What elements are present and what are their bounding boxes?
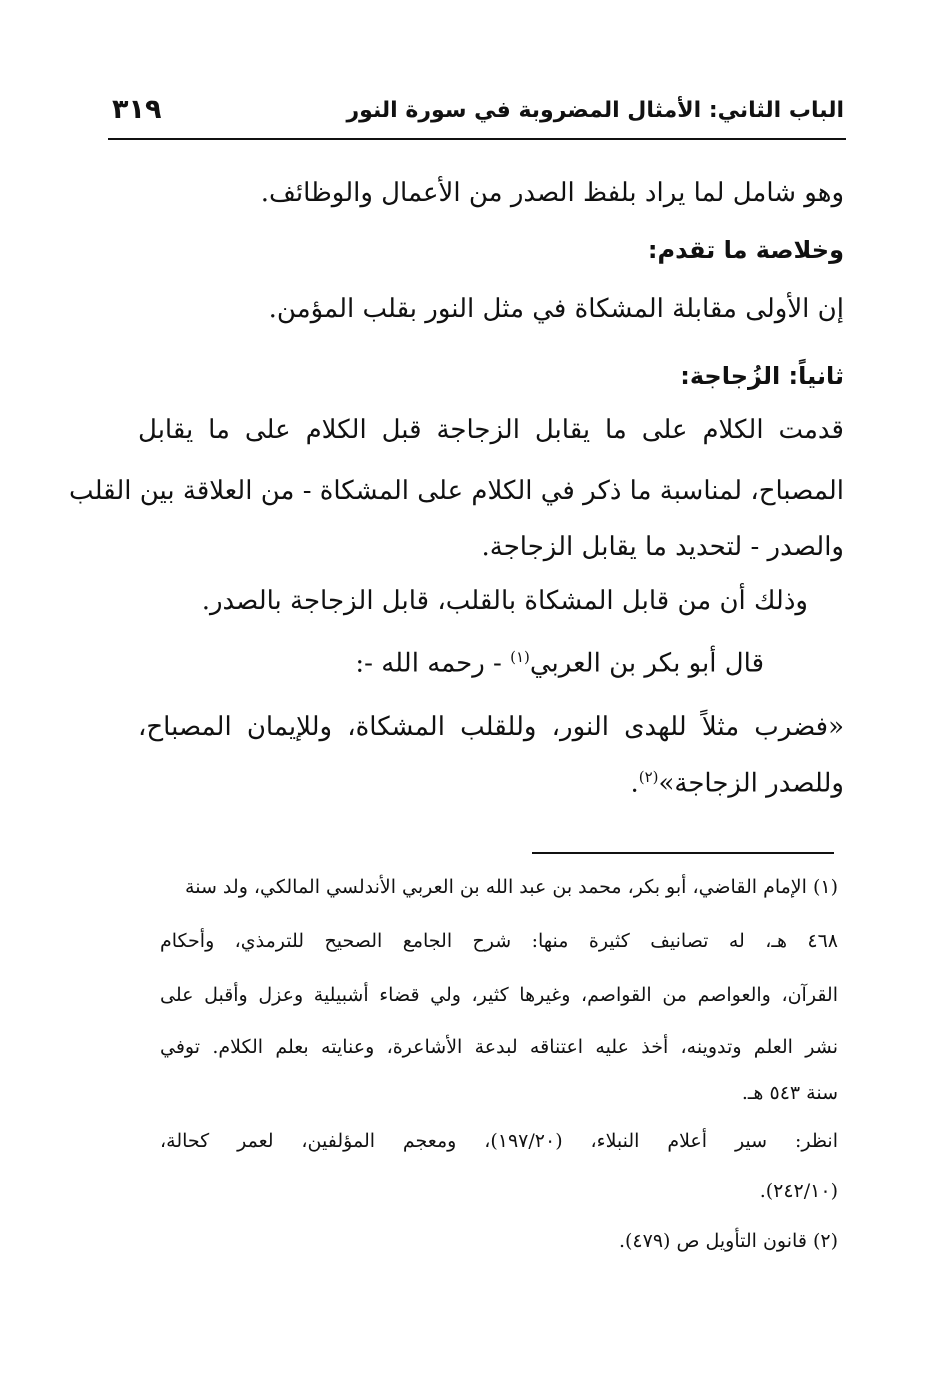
section-heading: وخلاصة ما تقدم: xyxy=(647,236,844,264)
footnote-line: نشر العلم وتدوينه، أخذ عليه اعتناقه لبدعة الأشاعرة، وعنايته بعلم الكلام. توفي xyxy=(160,1036,838,1058)
body-line: قدمت الكلام على ما يقابل الزجاجة قبل الكلام على ما يقابل xyxy=(138,415,844,445)
quote-text: وللصدر الزجاجة» xyxy=(658,768,844,799)
footnote-line: انظر: سير أعلام النبلاء، (١٩٧/٢٠)، ومعجم المؤلفين، لعمر كحالة، xyxy=(160,1130,839,1152)
footnote-ref[interactable]: (٢) xyxy=(638,768,659,786)
footnote-line: (١) الإمام القاضي، أبو بكر، محمد بن عبد الله بن العربي الأندلسي المالكي، ولد سنة xyxy=(185,876,838,898)
footnote-line: (٢) قانون التأويل ص (٤٧٩). xyxy=(618,1230,838,1252)
section-heading: ثانياً: الزُجاجة: xyxy=(680,362,844,390)
chapter-title: الباب الثاني: الأمثال المضروبة في سورة النور xyxy=(346,98,844,123)
body-line: وهو شامل لما يراد بلفظ الصدر من الأعمال والوظائف. xyxy=(260,178,844,208)
footnote-separator xyxy=(532,852,834,854)
body-line: والصدر - لتحديد ما يقابل الزجاجة. xyxy=(481,532,844,562)
footnote-line: القرآن، والعواصم من القواصم، وغيرها كثير، ولي قضاء أشبيلية وعزل وأقبل على xyxy=(160,984,838,1006)
footnote-line: (٢٤٢/١٠). xyxy=(759,1180,838,1202)
body-line: المصباح، لمناسبة ما ذكر في الكلام على المشكاة - من العلاقة بين القلب xyxy=(69,476,844,506)
page-number: ٣١٩ xyxy=(112,94,162,125)
quote-line: «فضرب مثلاً للهدى النور، وللقلب المشكاة، وللإيمان المصباح، xyxy=(138,712,844,742)
footnote-line: ٤٦٨ هـ، له تصانيف كثيرة منها: شرح الجامع الصحيح للترمذي، وأحكام xyxy=(160,930,838,952)
quote-line xyxy=(630,768,844,800)
body-line: إن الأولى مقابلة المشكاة في مثل النور بقلب المؤمن. xyxy=(268,294,844,324)
page-header xyxy=(108,92,846,140)
quote-end: . xyxy=(630,768,639,799)
footnote-line: سنة ٥٤٣ هـ. xyxy=(741,1082,838,1104)
quote-intro-text: - رحمه الله -: xyxy=(355,648,511,679)
quote-intro-text: قال أبو بكر بن العربي xyxy=(529,648,764,679)
body-line: وذلك أن من قابل المشكاة بالقلب، قابل الزجاجة بالصدر. xyxy=(201,586,808,616)
footnote-ref[interactable]: (١) xyxy=(510,648,530,666)
quote-intro xyxy=(355,648,764,680)
